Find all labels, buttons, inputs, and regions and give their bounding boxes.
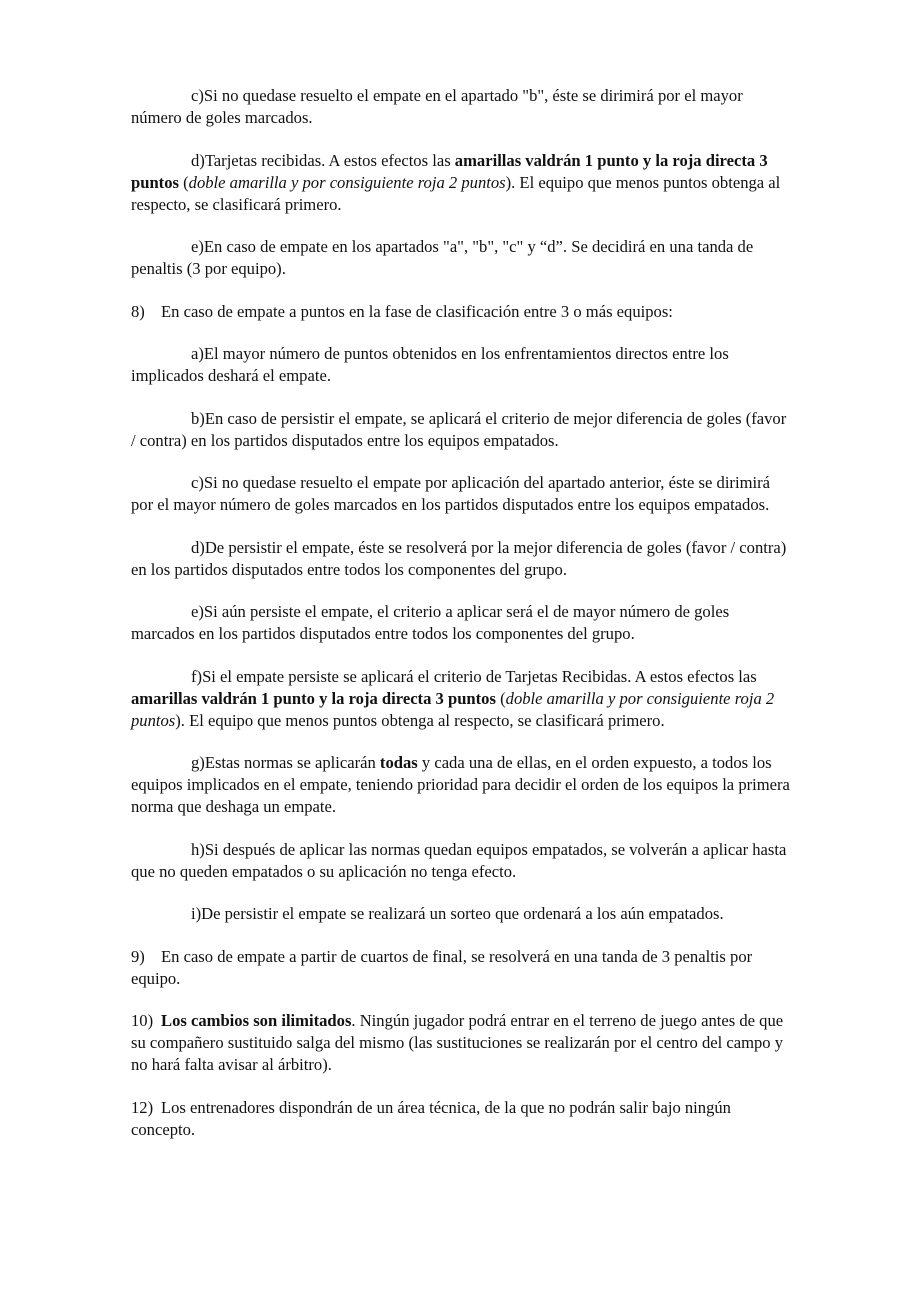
- paragraph-8h: [131, 839, 791, 883]
- italic-text: doble amarilla y por consiguiente roja 2 puntos: [131, 688, 775, 730]
- body-text: Si después de aplicar las normas quedan equipos empatados, se volverán a aplicar hasta que no queden empatados o su aplicación no tenga efecto.: [131, 839, 787, 881]
- list-marker: g): [191, 753, 205, 772]
- body-text: Si no quedase resuelto el empate en el apartado "b", éste se dirimirá por el mayor número de goles marcados.: [131, 86, 743, 127]
- list-marker: i): [191, 904, 202, 923]
- body-text: Si el empate persiste se aplicará el criterio de Tarjetas Recibidas. A estos efectos las: [202, 666, 757, 686]
- paragraph-9: [131, 946, 791, 990]
- list-marker: 8): [131, 301, 145, 321]
- paragraph-7e: [131, 236, 791, 280]
- list-marker: a): [191, 344, 204, 363]
- bold-text: amarillas valdrán 1 punto y la roja directa 3 puntos: [131, 150, 768, 192]
- paragraph-8a: [131, 343, 791, 387]
- paragraph-12: [131, 1097, 791, 1141]
- list-marker: f): [191, 666, 203, 686]
- bold-text: Los cambios son ilimitados: [161, 1011, 352, 1030]
- body-text: y cada una de ellas, en el orden expuesto, a todos los equipos implicados en el empate, teniendo prioridad para decidir el orden de los equipos la primera norma que deshaga un empate.: [131, 753, 790, 816]
- body-text: De persistir el empate se realizará un sorteo que ordenará a los aún empatados.: [201, 904, 724, 923]
- paragraph-8g: [131, 752, 791, 818]
- paragraph-7d: [131, 150, 791, 216]
- body-text: . Ningún jugador podrá entrar en el terreno de juego antes de que su compañero sustituido salga del mismo (las sustituciones se realizarán por el centro del campo y no hará falta avisar al árbitro).: [131, 1011, 784, 1074]
- list-marker: e): [191, 237, 204, 256]
- paragraph-10: [131, 1010, 791, 1076]
- paragraph-8e: [131, 601, 791, 645]
- body-text: En caso de empate a partir de cuartos de final, se resolverá en una tanda de 3 penaltis por equipo.: [131, 946, 753, 988]
- list-marker: d): [191, 537, 205, 557]
- bold-text: amarillas valdrán 1 punto y la roja directa 3 puntos: [131, 688, 496, 708]
- paragraph-7c: [131, 85, 791, 129]
- body-text: El mayor número de puntos obtenidos en los enfrentamientos directos entre los implicados deshará el empate.: [131, 344, 729, 385]
- body-text: En caso de persistir el empate, se aplicará el criterio de mejor diferencia de goles (favor / contra) en los partidos disputados entre los equipos empatados.: [131, 408, 787, 450]
- body-text: Si aún persiste el empate, el criterio a aplicar será el de mayor número de goles marcados en los partidos disputados entre todos los componentes del grupo.: [131, 602, 730, 643]
- list-marker: c): [191, 86, 204, 105]
- paragraph-8f: [131, 666, 791, 732]
- paragraph-8d: [131, 537, 791, 581]
- paragraph-8b: [131, 408, 791, 452]
- body-text: Los entrenadores dispondrán de un área técnica, de la que no podrán salir bajo ningún concepto.: [131, 1097, 731, 1139]
- paragraph-8i: [131, 903, 791, 925]
- list-marker: 12): [131, 1097, 154, 1117]
- list-marker: h): [191, 839, 205, 859]
- body-text: Estas normas se aplicarán: [204, 753, 380, 772]
- body-text: Tarjetas recibidas. A estos efectos las: [204, 150, 455, 170]
- list-marker: 10): [131, 1011, 154, 1030]
- list-marker: d): [191, 150, 205, 170]
- document-page: [131, 85, 791, 1161]
- paragraph-8c: [131, 472, 791, 516]
- body-text: Si no quedase resuelto el empate por aplicación del apartado anterior, éste se dirimirá por el mayor número de goles marcados en los partidos disputados entre los equipos empatados.: [131, 473, 770, 514]
- body-text: De persistir el empate, éste se resolverá por la mejor diferencia de goles (favor / contra) en los partidos disputados entre todos los componentes del grupo.: [131, 537, 787, 579]
- italic-text: doble amarilla y por consiguiente roja 2 puntos: [188, 172, 506, 192]
- list-marker: b): [191, 408, 205, 428]
- list-marker: 9): [131, 946, 145, 966]
- body-text: En caso de empate a puntos en la fase de clasificación entre 3 o más equipos:: [161, 301, 673, 321]
- body-text: ). El equipo que menos puntos obtenga al respecto, se clasificará primero.: [175, 710, 665, 730]
- body-text: (: [495, 688, 506, 708]
- body-text: (: [178, 172, 189, 192]
- paragraph-8: [131, 301, 791, 323]
- list-marker: e): [191, 602, 204, 621]
- body-text: ). El equipo que menos puntos obtenga al respecto, se clasificará primero.: [131, 172, 781, 214]
- list-marker: c): [191, 473, 204, 492]
- bold-text: todas: [379, 753, 418, 772]
- body-text: En caso de empate en los apartados "a", "b", "c" y “d”. Se decidirá en una tanda de penaltis (3 por equipo).: [131, 237, 754, 278]
